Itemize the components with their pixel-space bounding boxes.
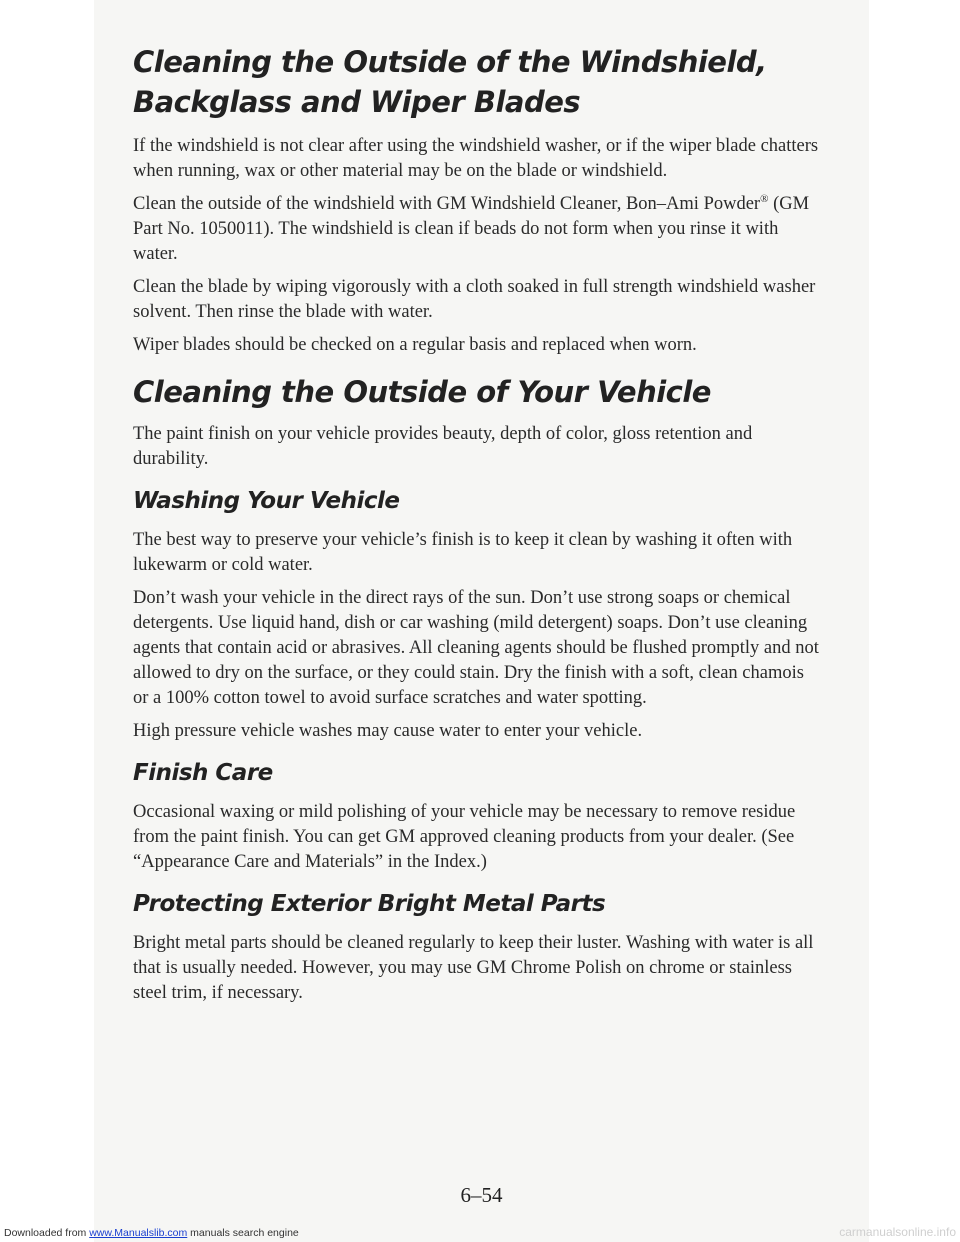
heading-windshield-line2: Backglass and Wiper Blades (133, 85, 581, 119)
finish-paragraph-1: Occasional waxing or mild polishing of your vehicle may be necessary to remove residue from the paint finish. You can get GM approved cleaning products from your dealer. (See “Appearance Care and Materials” in the Index.) (133, 802, 796, 872)
heading-outside-vehicle: Cleaning the Outside of Your Vehicle (133, 375, 711, 409)
outside-paragraph-1: The paint finish on your vehicle provides beauty, depth of color, gloss retention and durability. (133, 424, 753, 469)
washing-paragraph-2: Don’t wash your vehicle in the direct rays of the sun. Don’t use strong soaps or chemical detergents. Use liquid hand, dish or car washing (mild detergent) soaps. Don’t use cleaning agents that contain acid or abrasives. All cleaning agents should be flushed promptly and not allowed to dry on the surface, or they could stain. Dry the finish with a soft, clean chamois or a 100% cotton towel to avoid surface scratches and water spotting. (133, 588, 819, 708)
heading-windshield (133, 42, 823, 122)
windshield-paragraph-2 (133, 192, 823, 267)
manualslib-link[interactable]: www.Manualslib.com (89, 1227, 188, 1239)
heading-washing: Washing Your Vehicle (133, 488, 400, 514)
footer-suffix: manuals search engine (187, 1227, 299, 1239)
windshield-paragraph-4: Wiper blades should be checked on a regular basis and replaced when worn. (133, 335, 697, 355)
download-footer (4, 1227, 299, 1239)
footer-prefix: Downloaded from (4, 1227, 90, 1239)
page-number: 6–54 (460, 1183, 503, 1207)
heading-finish-care: Finish Care (133, 760, 273, 786)
washing-paragraph-3: High pressure vehicle washes may cause water to enter your vehicle. (133, 721, 643, 741)
washing-paragraph-1: The best way to preserve your vehicle’s finish is to keep it clean by washing it often with lukewarm or cold water. (133, 530, 793, 575)
heading-windshield-line1: Cleaning the Outside of the Windshield, (133, 45, 767, 79)
windshield-paragraph-3: Clean the blade by wiping vigorously with a cloth soaked in full strength windshield washer solvent. Then rinse the blade with water. (133, 277, 816, 322)
watermark-text: carmanualsonline.info (839, 1225, 956, 1239)
registered-mark: ® (760, 192, 769, 205)
windshield-paragraph-1: If the windshield is not clear after using the windshield washer, or if the wiper blade chatters when running, wax or other material may be on the blade or windshield. (133, 136, 819, 181)
metal-paragraph-1: Bright metal parts should be cleaned regularly to keep their luster. Washing with water is all that is usually needed. However, you may use GM Chrome Polish on chrome or stainless steel trim, if necessary. (133, 933, 814, 1003)
page-content (133, 42, 823, 1014)
heading-bright-metal: Protecting Exterior Bright Metal Parts (133, 891, 606, 917)
windshield-paragraph-2-start: Clean the outside of the windshield with GM Windshield Cleaner, Bon–Ami Powder (133, 194, 761, 214)
windshield-paragraph-2-end: (GM Part No. 1050011). The windshield is clean if beads do not form when you rinse it with water. (133, 194, 810, 264)
manual-page (94, 0, 869, 1242)
